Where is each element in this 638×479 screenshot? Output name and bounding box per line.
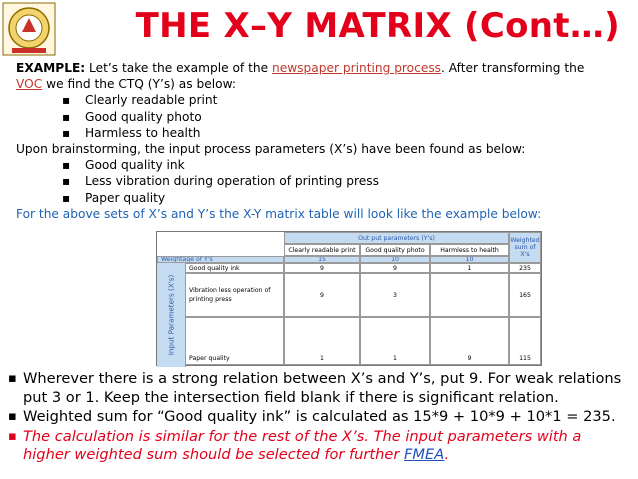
fmea-link[interactable]: FMEA	[404, 446, 445, 464]
intro-paragraph	[8, 60, 623, 92]
weight-cell: 10	[430, 256, 509, 263]
column-header: Harmless to health	[430, 244, 509, 256]
input-parameters-axis	[157, 263, 186, 367]
brainstorm-text: Upon brainstorming, the input process parameters (X’s) have been found as below:	[16, 142, 526, 157]
weightage-label: Weightage of Y's	[157, 256, 284, 263]
weighted-sum-header: Weighted sum of X's	[509, 232, 541, 263]
list-item: ▪ Clearly readable print	[62, 92, 623, 108]
note-calculation-end: .	[444, 446, 450, 464]
ctq-list	[8, 92, 623, 141]
list-item: ▪ Good quality ink	[62, 157, 623, 173]
output-parameters-header: Out put parameters (Y's)	[284, 232, 509, 244]
matrix-cell: 9	[284, 263, 360, 273]
matrix-cell: 9	[360, 263, 430, 273]
notes-section	[6, 370, 632, 466]
list-item: ▪ Harmless to health	[62, 125, 623, 141]
example-label: EXAMPLE:	[16, 61, 86, 75]
intro-text-a: Let’s take the example of the	[85, 61, 272, 75]
row-name: Vibration less operation of printing press	[185, 273, 284, 317]
column-header: Clearly readable print	[284, 244, 360, 256]
intro-text-b: . After transforming the	[441, 61, 585, 75]
slide-body	[8, 60, 623, 222]
xy-matrix-table	[156, 231, 542, 366]
intro-text-c: we find the CTQ (Y’s) as below:	[42, 77, 236, 92]
matrix-cell: 1	[360, 317, 430, 365]
matrix-cell	[430, 273, 509, 317]
list-item: ▪ Less vibration during operation of printing press	[62, 173, 623, 189]
newspaper-printing-link[interactable]: newspaper printing process	[271, 61, 442, 75]
notes-list	[6, 370, 632, 465]
list-item: ▪ Paper quality	[62, 190, 623, 206]
note-strong-relation: ▪ Wherever there is a strong relation between X’s and Y’s, put 9. For weak relations put 3 or 1. Keep the intersection field blank if there is significant relation.	[6, 370, 632, 407]
weight-cell: 15	[284, 256, 360, 263]
list-item: ▪ Good quality photo	[62, 109, 623, 125]
parameter-list	[8, 157, 623, 206]
note-calculation-text: The calculation is similar for the rest of the X’s. The input parameters with a higher weighted sum should be selected for further	[23, 427, 582, 464]
row-name: Good quality ink	[185, 263, 284, 273]
weight-cell: 10	[360, 256, 430, 263]
page-title: THE X–Y MATRIX (Cont…)	[135, 6, 620, 46]
voc-link[interactable]: VOC	[16, 77, 43, 92]
matrix-cell: 1	[430, 263, 509, 273]
matrix-cell: 9	[430, 317, 509, 365]
weighted-sum-cell: 235	[509, 263, 541, 273]
row-name: Paper quality	[185, 317, 284, 365]
matrix-cell: 9	[284, 273, 360, 317]
column-header: Good quality photo	[360, 244, 430, 256]
matrix-cell: 3	[360, 273, 430, 317]
weighted-sum-cell: 165	[509, 273, 541, 317]
input-parameters-label: Input Parameters (X's)	[166, 274, 176, 356]
weighted-sum-cell: 115	[509, 317, 541, 365]
table-intro-text: For the above sets of X’s and Y’s the X-Y matrix table will look like the example below:	[16, 206, 542, 221]
note-weighted-sum: ▪ Weighted sum for “Good quality ink” is calculated as 15*9 + 10*9 + 10*1 = 235.	[6, 408, 632, 427]
note-calculation	[6, 428, 632, 465]
matrix-cell: 1	[284, 317, 360, 365]
